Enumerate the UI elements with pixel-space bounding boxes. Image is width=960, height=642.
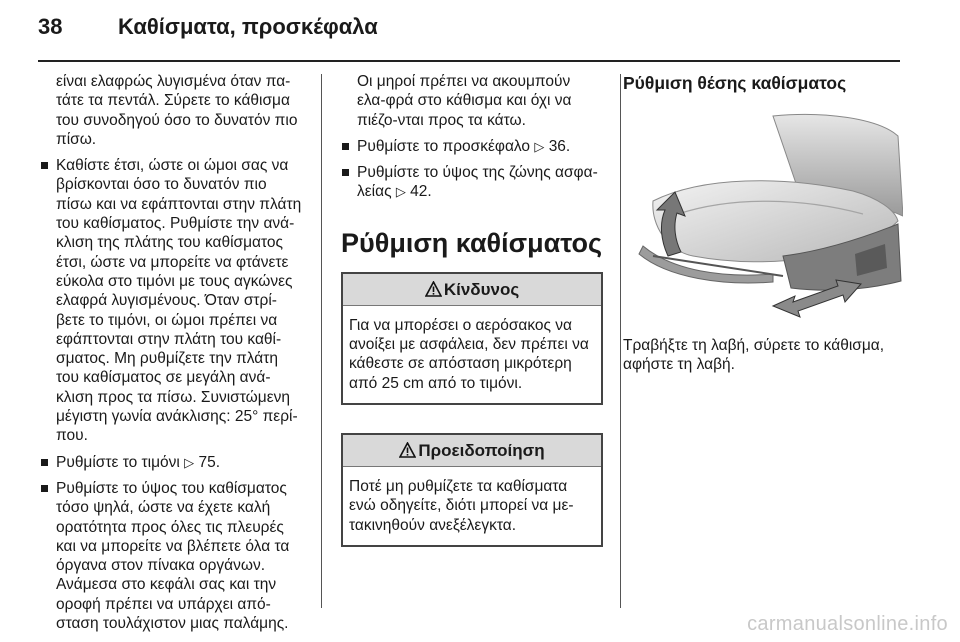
- bullet-text: Καθίστε έτσι, ώστε οι ώμοι σας να βρίσκονται όσο το δυνατόν πιο πίσω και να εφάπτονται στην πλάτη του καθίσματος. Ρυθμίστε την ανά-κλιση της πλάτης του καθίσματος έτσι, ώστε να μπορείτε να φτάνετε εύκολα στο τιμόνι με τους αγκώνες ελαφρά λυγισμένους. Όταν στρί-βετε το τιμόνι, οι ώμοι πρέπει να εφάπτονται στην πλάτη του καθί-σματος. Μη ρυθμίζετε την πλάτη του καθίσματος σε μεγάλη ανά-κλιση προς τα πίσω. Συνιστώμενη μέγιστη γωνία ανάκλισης: 25° περί-που.: [56, 157, 302, 445]
- danger-text: Για να μπορέσει ο αερόσακος να ανοίξει με ασφάλεια, δεν πρέπει να κάθεστε σε απόσταση μικρότερη από 25 cm από το τιμόνι.: [349, 316, 589, 392]
- warning-text: Ποτέ μη ρυθμίζετε τα καθίσματα ενώ οδηγείτε, διότι μπορεί να με-τακινηθούν ανεξέλεγκτα.: [349, 477, 574, 534]
- image-caption: Τραβήξτε τη λαβή, σύρετε το κάθισμα, αφήστε τη λαβή.: [623, 337, 885, 374]
- bullet-item: [341, 137, 603, 156]
- bullet-text: Ρυθμίστε το τιμόνι: [56, 453, 180, 471]
- danger-box-header: [343, 274, 601, 306]
- page-reference-triangle-icon: ▷: [395, 184, 406, 200]
- bullet-item: [40, 453, 302, 472]
- page-number: 38: [38, 14, 63, 39]
- page-header: [38, 14, 378, 44]
- bullet-item: [40, 479, 302, 633]
- section-heading: Ρύθμιση θέσης καθίσματος: [623, 73, 847, 93]
- watermark: carmanualsonline.info: [747, 613, 948, 635]
- bullet-square-icon: [342, 143, 349, 150]
- page-reference[interactable]: 36.: [548, 137, 571, 155]
- bullet-square-icon: [41, 162, 48, 169]
- page-reference-triangle-icon: ▷: [184, 454, 195, 470]
- page-reference[interactable]: 42.: [410, 183, 432, 201]
- paragraph: είναι ελαφρώς λυγισμένα όταν πα-τάτε τα πεντάλ. Σύρετε το κάθισμα του συνοδηγού όσο το δυνατόν πιο πίσω.: [56, 73, 298, 148]
- danger-box: [341, 272, 603, 405]
- warning-title: Προειδοποίηση: [418, 440, 545, 460]
- bullet-item: [341, 163, 603, 202]
- seat-adjustment-illustration: [623, 106, 903, 328]
- bullet-text: Ρυθμίστε το προσκέφαλο: [357, 137, 531, 155]
- warning-triangle-icon: [425, 281, 442, 297]
- bullet-square-icon: [41, 459, 48, 466]
- bullet-item: [40, 156, 302, 445]
- warning-box: [341, 433, 603, 547]
- bullet-text: Ρυθμίστε το ύψος της ζώνης ασφα-λείας: [357, 164, 598, 201]
- page-reference-triangle-icon: ▷: [534, 138, 545, 154]
- danger-title: Κίνδυνος: [443, 279, 520, 299]
- bullet-square-icon: [41, 485, 48, 492]
- bullet-square-icon: [342, 169, 349, 176]
- paragraph: Οι μηροί πρέπει να ακουμπούν ελα-φρά στο κάθισμα και όχι να πιέζο-νται προς τα κάτω.: [357, 73, 572, 129]
- page-title: Καθίσματα, προσκέφαλα: [118, 14, 378, 39]
- column-divider-1: [321, 74, 322, 608]
- warning-box-header: [343, 435, 601, 467]
- warning-triangle-icon: [399, 442, 416, 458]
- column-divider-2: [620, 74, 621, 608]
- page-reference[interactable]: 75.: [198, 453, 221, 471]
- header-divider: [38, 60, 900, 62]
- section-heading: Ρύθμιση καθίσματος: [341, 227, 603, 258]
- bullet-text: Ρυθμίστε το ύψος του καθίσματος τόσο ψηλά, ώστε να έχετε καλή ορατότητα προς όλες τις πλευρές και να μπορείτε να βλέπετε όλα τα όργανα στον πίνακα οργάνων. Ανάμεσα στο κεφάλι σας και την οροφή πρέπει να υπάρχει από-σταση τουλάχιστον μιας παλάμης.: [56, 479, 290, 633]
- column-1: [40, 72, 302, 633]
- column-2: [341, 72, 603, 547]
- column-3: [623, 72, 903, 375]
